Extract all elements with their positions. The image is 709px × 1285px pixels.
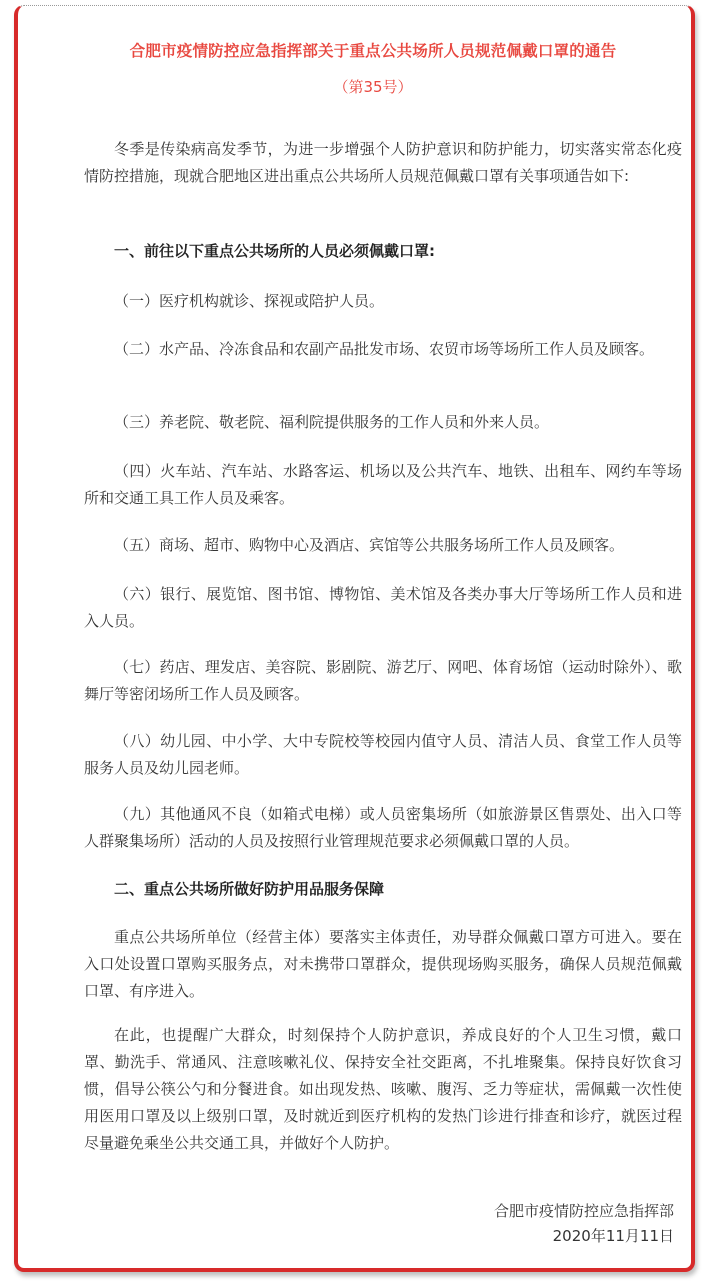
closing-paragraph: 在此，也提醒广大群众，时刻保持个人防护意识，养成良好的个人卫生习惯，戴口罩、勤洗手、常通风、注意咳嗽礼仪、保持安全社交距离，不扎堆聚集。保持良好饮食习惯，倡导公筷公勺和分餐进食。如出现发热、咳嗽、腹泻、乏力等症状，需佩戴一次性使用医用口罩及以上级别口罩，及时就近到医疗机构的发热门诊进行排查和诊疗，就医过程尽量避免乘坐公共交通工具，并做好个人防护。 bbox=[84, 1026, 682, 1152]
section-1-heading: 一、前往以下重点公共场所的人员必须佩戴口罩: bbox=[114, 242, 436, 260]
date: 2020年11月11日 bbox=[552, 1227, 674, 1245]
list-item: （四）火车站、汽车站、水路客运、机场以及公共汽车、地铁、出租车、网约车等场所和交通工具工作人员及乘客。 bbox=[84, 462, 682, 507]
intro-paragraph: 冬季是传染病高发季节，为进一步增强个人防护意识和防护能力，切实落实常态化疫情防控措施，现就合肥地区进出重点公共场所人员规范佩戴口罩有关事项通告如下: bbox=[84, 140, 682, 185]
list-item: （三）养老院、敬老院、福利院提供服务的工作人员和外来人员。 bbox=[114, 413, 550, 431]
notice-title: 合肥市疫情防控应急指挥部关于重点公共场所人员规范佩戴口罩的通告 bbox=[129, 42, 617, 60]
notice-frame bbox=[14, 5, 695, 1272]
list-item: （八）幼儿园、中小学、大中专院校等校园内值守人员、清洁人员、食堂工作人员等服务人员及幼儿园老师。 bbox=[84, 732, 682, 777]
list-item: （二）水产品、冷冻食品和农副产品批发市场、农贸市场等场所工作人员及顾客。 bbox=[114, 340, 655, 358]
list-item: （一）医疗机构就诊、探视或陪护人员。 bbox=[114, 292, 385, 310]
notice-number: （第35号） bbox=[333, 78, 413, 96]
list-item: （六）银行、展览馆、图书馆、博物馆、美术馆及各类办事大厅等场所工作人员和进入人员。 bbox=[84, 585, 682, 630]
list-item: （九）其他通风不良（如箱式电梯）或人员密集场所（如旅游景区售票处、出入口等人群聚集场所）活动的人员及按照行业管理规范要求必须佩戴口罩的人员。 bbox=[84, 805, 682, 850]
list-item: （五）商场、超市、购物中心及酒店、宾馆等公共服务场所工作人员及顾客。 bbox=[114, 536, 625, 554]
section-2-paragraph: 重点公共场所单位（经营主体）要落实主体责任，劝导群众佩戴口罩方可进入。要在入口处设置口罩购买服务点，对未携带口罩群众，提供现场购买服务，确保人员规范佩戴口罩、有序进入。 bbox=[84, 928, 682, 1000]
section-2-heading: 二、重点公共场所做好防护用品服务保障 bbox=[114, 880, 385, 898]
signature: 合肥市疫情防控应急指挥部 bbox=[493, 1202, 674, 1220]
list-item: （七）药店、理发店、美容院、影剧院、游艺厅、网吧、体育场馆（运动时除外）、歌舞厅等密闭场所工作人员及顾客。 bbox=[84, 658, 682, 703]
